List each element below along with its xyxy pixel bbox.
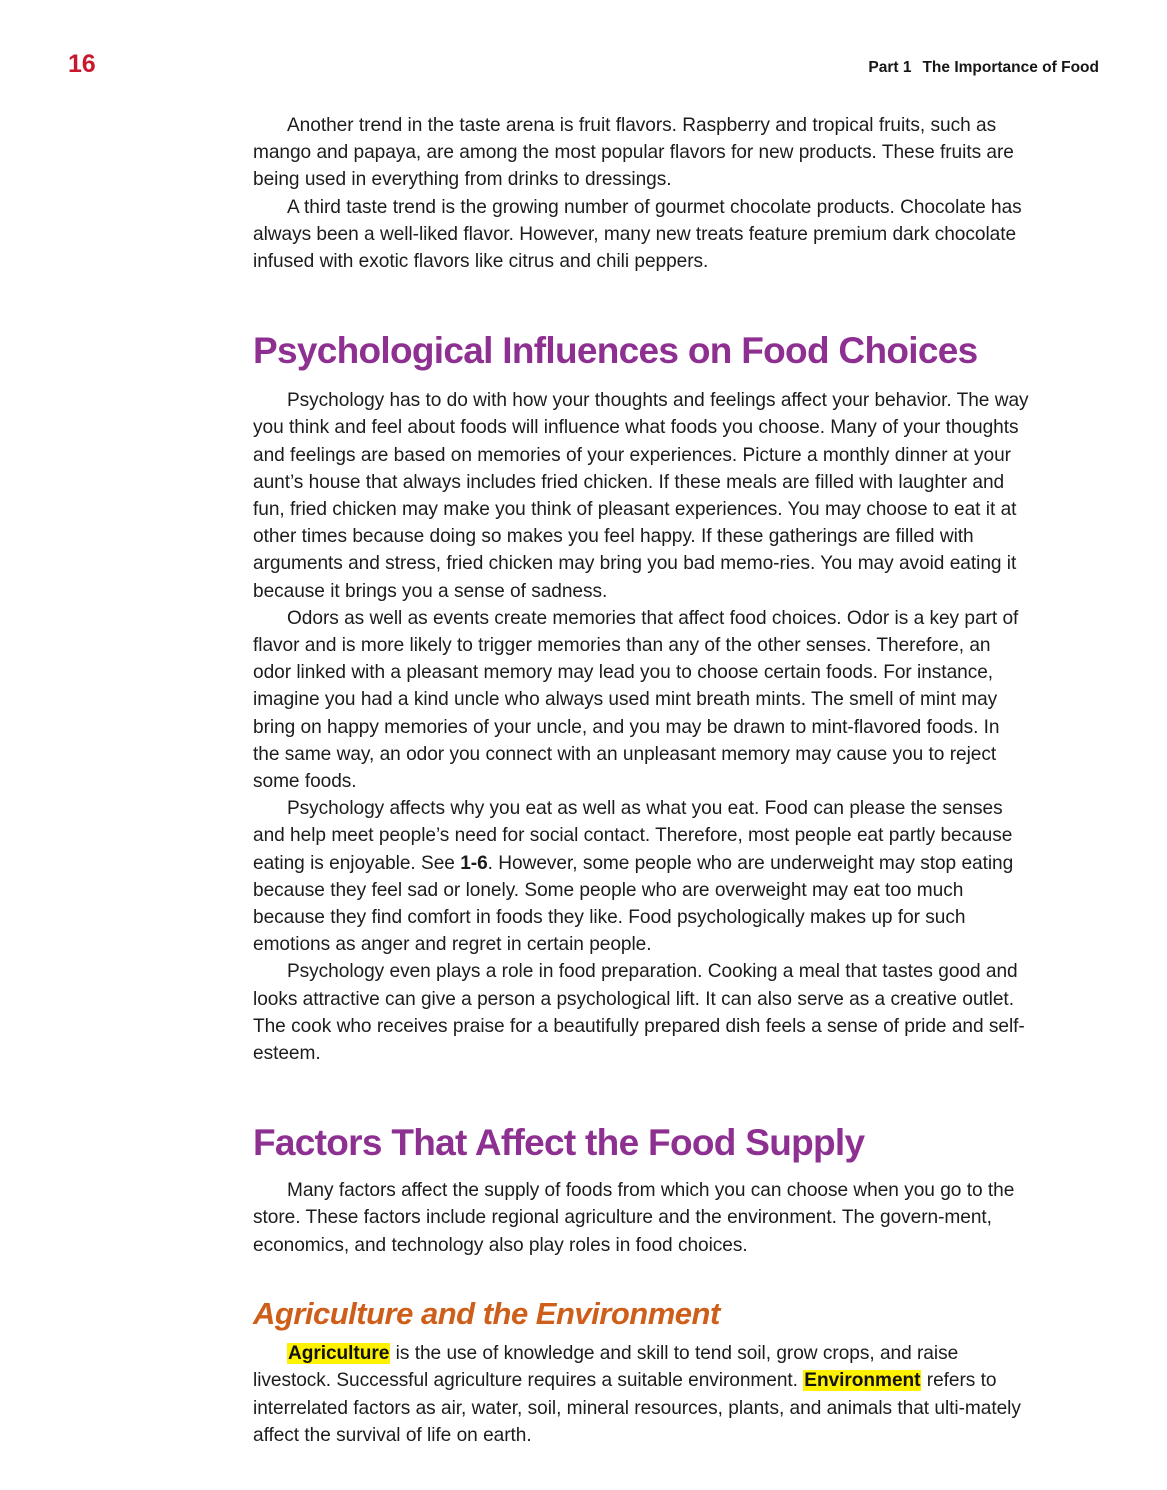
- spacer-after-heading-1: [253, 371, 1029, 387]
- spacer-after-heading-2: [253, 1163, 1029, 1177]
- part-label: Part 1: [868, 59, 912, 76]
- running-head-title: [868, 60, 1099, 76]
- paragraph-why-you-eat-part-1: Psychology affects why you eat as well as what you eat. Food can please the senses and help meet people’s need for social contact. Therefore, most people eat partly because eating is enjoyable. See: [253, 798, 1013, 874]
- running-head: [68, 52, 1099, 82]
- text-column: [253, 112, 1029, 1449]
- paragraph-odors-memories: Odors as well as events create memories that affect food choices. Odor is a key part of flavor and is more likely to trigger memories than any of the other senses. Therefore, an odor linked with a pleasant memory may lead you to choose certain foods. For instance, imagine you had a kind uncle who always used mint breath mints. The smell of mint may bring on happy memories of your uncle, and you may be drawn to mint-flavored foods. In the same way, an odor you connect with an unpleasant memory may cause you to reject some foods.: [253, 607, 1019, 793]
- key-term-environment: Environment: [804, 1370, 921, 1392]
- paragraph-psychology-intro: Psychology has to do with how your thoughts and feelings affect your behavior. The way you think and feel about foods will influence what foods you choose. Many of your thoughts and feelings are based on memories of your experiences. Picture a monthly dinner at your aunt’s house that always includes fried chicken. If these meals are filled with laughter and fun, fried chicken may make you think of pleasant experiences. You may choose to eat it at other times because doing so makes you feel happy. If these gatherings are filled with arguments and stress, fried chicken may bring you bad memo-ries. You may avoid eating it because it brings you a sense of sadness.: [253, 390, 1029, 602]
- paragraph-why-you-eat: [253, 795, 1029, 958]
- paragraph-agriculture-part-2: refers to interrelated factors as air, water, soil, mineral resources, plants, and animals that ulti-mately affect the survival of life on earth.: [253, 1370, 1021, 1446]
- paragraph-food-preparation: Psychology even plays a role in food preparation. Cooking a meal that tastes good and looks attractive can give a person a psychological lift. It can also serve as a creative outlet. The cook who receives praise for a beautifully prepared dish feels a sense of pride and self-esteem.: [253, 961, 1025, 1065]
- paragraph-many-factors: Many factors affect the supply of foods from which you can choose when you go to the store. These factors include regional agriculture and the environment. The govern-ment, economics, and technology also play roles in food choices.: [253, 1180, 1015, 1256]
- page-number: 16: [68, 50, 96, 78]
- spacer-after-heading-3: [253, 1330, 1029, 1340]
- paragraph-agriculture-part-1: is the use of knowledge and skill to tend soil, grow crops, and raise livestock. Successful agriculture requires a suitable environment.: [253, 1343, 959, 1392]
- part-title: The Importance of Food: [922, 59, 1099, 76]
- paragraph-gourmet-chocolate: A third taste trend is the growing number of gourmet chocolate products. Chocolate has always been a well-liked flavor. However, many new treats feature premium dark chocolate infused with exotic flavors like citrus and chili peppers.: [253, 196, 1022, 273]
- subheading-agriculture-environment: Agriculture and the Environment: [253, 1295, 720, 1331]
- spacer-before-heading-3: [253, 1259, 1029, 1297]
- paragraph-agriculture-definition: [253, 1340, 1029, 1449]
- spacer-before-heading-2: [253, 1067, 1029, 1123]
- paragraph-fruit-flavors: Another trend in the taste arena is fruit flavors. Raspberry and tropical fruits, such as mango and papaya, are among the most popular flavors for new products. These fruits are being used in everything from drinks to dressings.: [253, 115, 1014, 191]
- figure-reference-1-6: 1-6: [460, 852, 488, 874]
- paragraph-why-you-eat-part-2: . However, some people who are underweight may stop eating because they feel sad or lonely. Some people who are overweight may eat too much because they find comfort in foods they like. Food psychologically makes up for such emotions as anger and regret in certain people.: [253, 852, 1014, 956]
- heading-psychological-influences: Psychological Influences on Food Choices: [253, 330, 978, 372]
- key-term-agriculture: Agriculture: [288, 1343, 390, 1365]
- heading-factors-food-supply: Factors That Affect the Food Supply: [253, 1122, 865, 1164]
- spacer-before-heading-1: [253, 275, 1029, 331]
